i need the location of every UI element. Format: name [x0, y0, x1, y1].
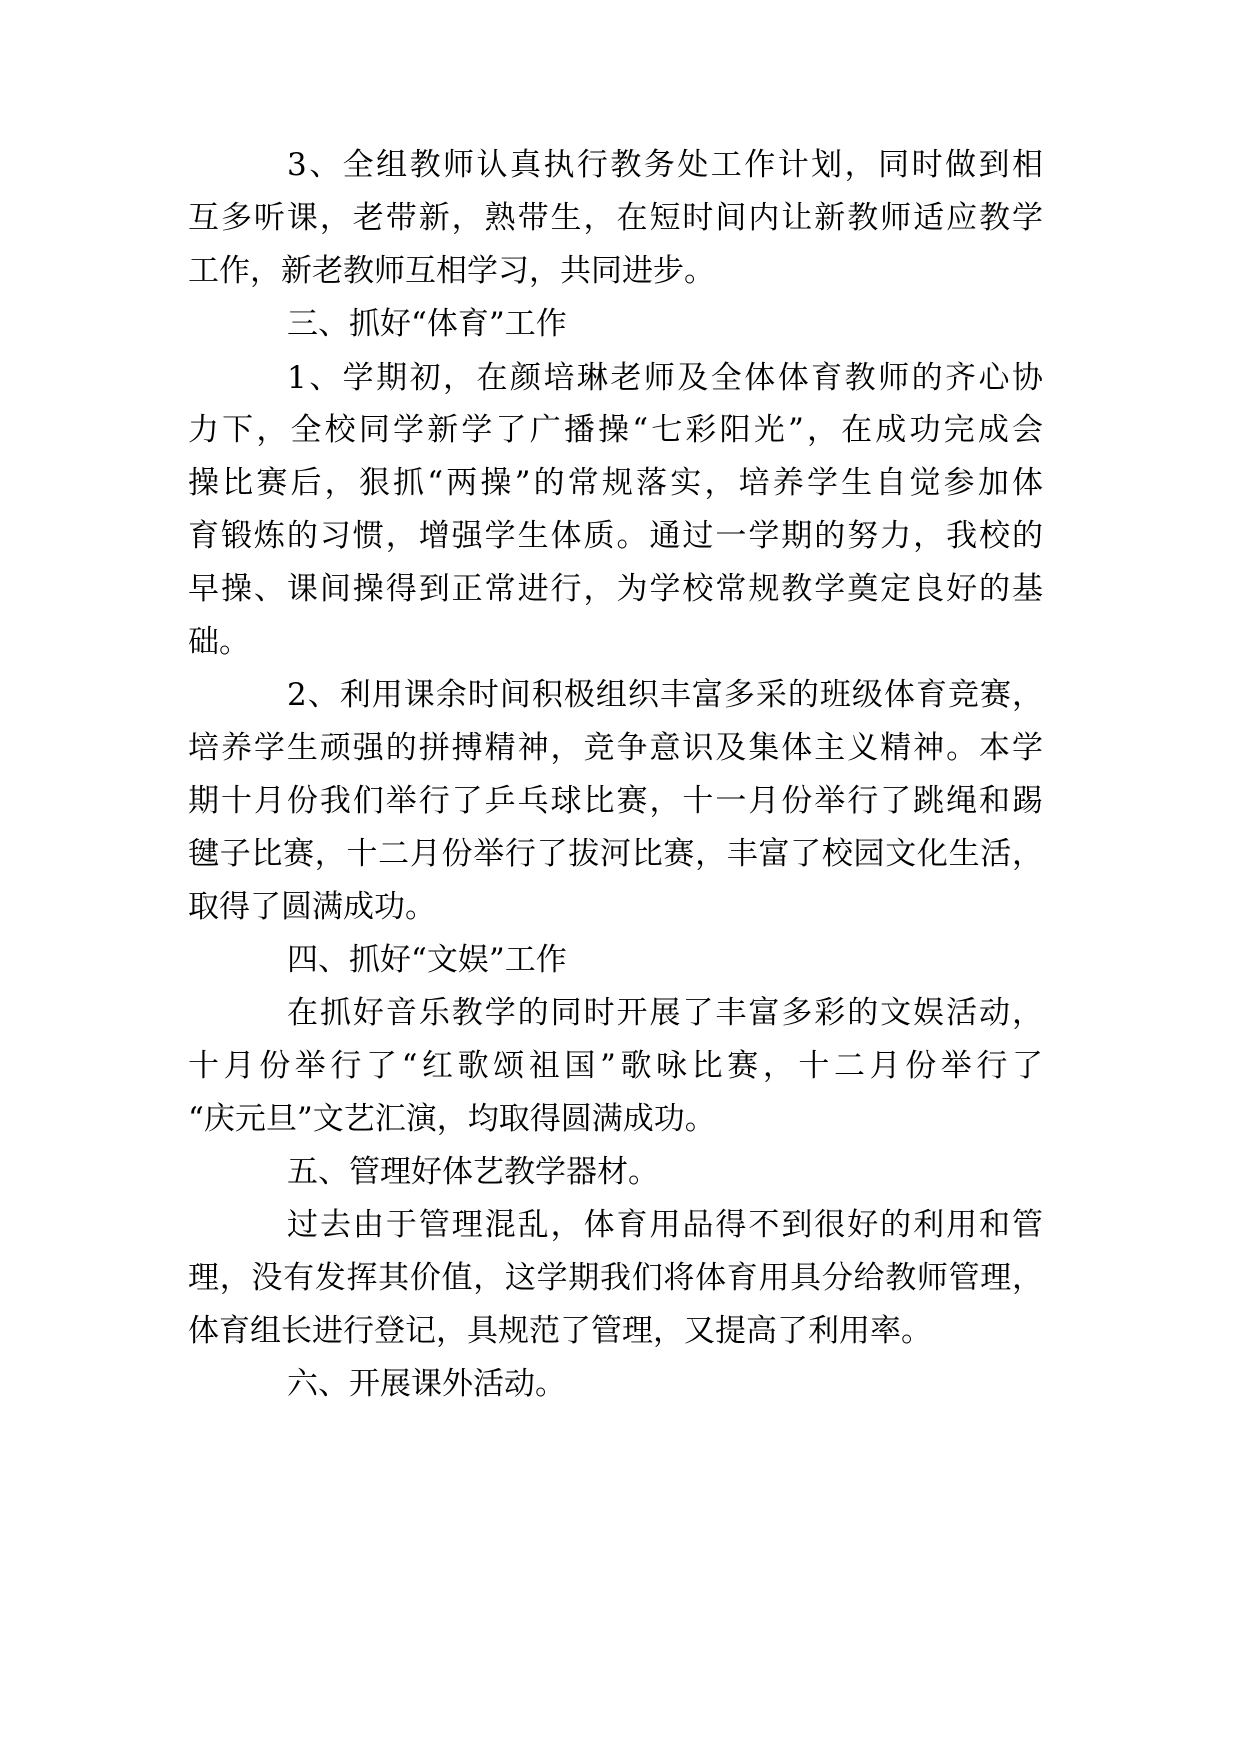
section-heading: 六、开展课外活动。	[287, 1366, 566, 1402]
paragraph-line: 期十月份我们举行了乒乓球比赛，十一月份举行了跳绳和踢	[188, 783, 1043, 819]
paragraph-line: 互多听课，老带新，熟带生，在短时间内让新教师适应教学	[188, 200, 1043, 236]
paragraph-line: 操比赛后，狠抓“两操”的常规落实，培养学生自觉参加体	[188, 465, 1043, 501]
paragraph-line: 体育组长进行登记，具规范了管理，又提高了利用率。	[188, 1313, 932, 1349]
paragraph-line: 培养学生顽强的拼搏精神，竞争意识及集体主义精神。本学	[188, 730, 1043, 766]
paragraph-line: 工作，新老教师互相学习，共同进步。	[188, 253, 715, 289]
paragraph-line: 毽子比赛，十二月份举行了拔河比赛，丰富了校园文化生活，	[188, 836, 1043, 872]
paragraph-line: “庆元旦”文艺汇演，均取得圆满成功。	[188, 1101, 716, 1137]
paragraph-line: 2、利用课余时间积极组织丰富多采的班级体育竞赛，	[287, 677, 1043, 713]
paragraph-line: 早操、课间操得到正常进行，为学校常规教学奠定良好的基	[188, 571, 1043, 607]
paragraph-line: 力下，全校同学新学了广播操“七彩阳光”，在成功完成会	[188, 412, 1043, 448]
paragraph-line: 础。	[188, 624, 250, 660]
paragraph-line: 十月份举行了“红歌颂祖国”歌咏比赛，十二月份举行了	[188, 1048, 1043, 1084]
paragraph-line: 过去由于管理混乱，体育用品得不到很好的利用和管	[287, 1207, 1043, 1243]
section-heading: 四、抓好“文娱”工作	[287, 942, 567, 978]
paragraph-line: 在抓好音乐教学的同时开展了丰富多彩的文娱活动，	[287, 995, 1043, 1031]
paragraph-line: 1、学期初，在颜培琳老师及全体体育教师的齐心协	[287, 360, 1043, 396]
section-heading: 五、管理好体艺教学器材。	[287, 1154, 659, 1190]
paragraph-line: 取得了圆满成功。	[188, 889, 436, 925]
paragraph-line: 育锻炼的习惯，增强学生体质。通过一学期的努力，我校的	[188, 518, 1043, 554]
paragraph-line: 3、全组教师认真执行教务处工作计划，同时做到相	[287, 147, 1043, 183]
section-heading: 三、抓好“体育”工作	[287, 306, 567, 342]
paragraph-line: 理，没有发挥其价值，这学期我们将体育用具分给教师管理，	[188, 1260, 1043, 1296]
